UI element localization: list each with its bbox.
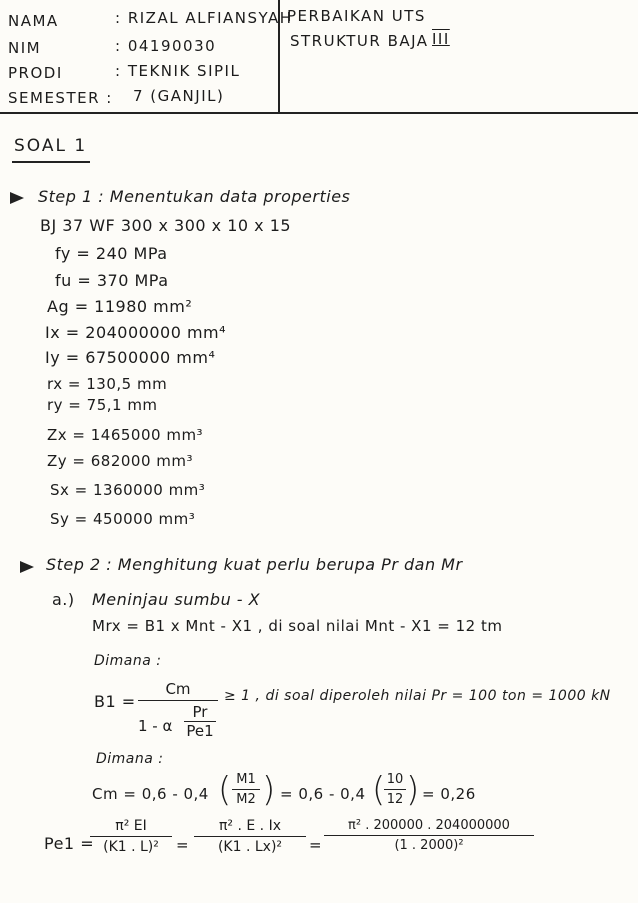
semester-value: 7 (GANJIL) — [133, 87, 225, 105]
b1-inner-den: Pe1 — [186, 722, 214, 740]
soal-heading: SOAL 1 — [14, 136, 88, 156]
prop-fu: fu = 370 MPa — [55, 271, 169, 290]
cm-fraction-2 — [384, 772, 406, 807]
pe1-eq-2: = — [309, 836, 323, 854]
doc-title-line2: STRUKTUR BAJA — [290, 32, 429, 50]
b1-numerator: Cm — [165, 680, 191, 698]
cm-frac2-num: 10 — [386, 772, 404, 787]
pe1-f3-den: (1 . 2000)² — [394, 838, 464, 853]
prop-zx: Zx = 1465000 mm³ — [47, 426, 204, 444]
prodi-value: : TEKNIK SIPIL — [115, 62, 241, 80]
pe1-f1-den: (K1 . L)² — [103, 839, 159, 855]
step1-bullet-icon — [10, 192, 24, 204]
pe1-fraction-1 — [90, 818, 172, 855]
doc-title-line1: PERBAIKAN UTS — [287, 7, 426, 25]
cm-result: = 0,26 — [422, 785, 476, 803]
nim-value: : 04190030 — [115, 37, 217, 55]
mrx-equation: Mrx = B1 x Mnt - X1 , di soal nilai Mnt - X1 = 12 tm — [92, 617, 503, 635]
dimana-label-1: Dimana : — [94, 653, 162, 669]
pe1-lhs: Pe1 = — [44, 834, 95, 853]
cm-fraction-1 — [232, 772, 260, 807]
pe1-f2-num: π² . E . Ix — [218, 818, 281, 834]
prop-ag: Ag = 11980 mm² — [47, 297, 193, 316]
nama-value: : RIZAL ALFIANSYAH — [115, 9, 293, 27]
pe1-eq-1: = — [176, 836, 190, 854]
prop-sy: Sy = 450000 mm³ — [50, 510, 196, 528]
dimana-label-2: Dimana : — [96, 751, 164, 767]
b1-lhs: B1 = — [94, 692, 136, 711]
pe1-f1-num: π² EI — [115, 818, 147, 834]
pe1-fraction-3 — [324, 818, 534, 853]
pe1-fraction-2 — [194, 818, 306, 855]
cm-frac1-num: M1 — [236, 772, 256, 787]
step1-title: Step 1 : Menentukan data properties — [38, 187, 351, 206]
prodi-label: PRODI — [8, 64, 63, 82]
cm-frac1-den: M2 — [236, 792, 256, 807]
step2-title: Step 2 : Menghitung kuat perlu berupa Pr dan Mr — [46, 555, 463, 574]
b1-rhs: ≥ 1 , di soal diperoleh nilai Pr = 100 ton = 1000 kN — [224, 688, 611, 704]
prop-rx: rx = 130,5 mm — [47, 375, 168, 393]
cm-frac2-den: 12 — [386, 792, 404, 807]
prop-iy: Iy = 67500000 mm⁴ — [45, 348, 216, 367]
cm-middle: = 0,6 - 0,4 — [280, 785, 366, 803]
b1-inner-num: Pr — [192, 703, 208, 721]
prop-sx: Sx = 1360000 mm³ — [50, 481, 206, 499]
pe1-f2-den: (K1 . Lx)² — [217, 839, 283, 855]
nim-label: NIM — [8, 39, 42, 57]
semester-label: SEMESTER : — [8, 89, 113, 107]
step1-profile: BJ 37 WF 300 x 300 x 10 x 15 — [40, 216, 292, 235]
doc-title-roman: III — [432, 30, 450, 48]
prop-zy: Zy = 682000 mm³ — [47, 452, 194, 470]
pe1-f3-num: π² . 200000 . 204000000 — [348, 818, 510, 833]
prop-ry: ry = 75,1 mm — [47, 396, 158, 414]
prop-ix: Ix = 204000000 mm⁴ — [45, 323, 227, 342]
step2-bullet-icon — [20, 561, 34, 573]
cm-lhs: Cm = 0,6 - 0,4 — [92, 785, 209, 803]
b1-den-prefix: 1 - α — [138, 717, 173, 735]
b1-fraction — [138, 680, 218, 747]
nama-label: NAMA — [8, 12, 59, 30]
prop-fy: fy = 240 MPa — [55, 244, 168, 263]
part-a-text: Meninjau sumbu - X — [92, 590, 261, 609]
part-a-label: a.) — [52, 590, 75, 609]
